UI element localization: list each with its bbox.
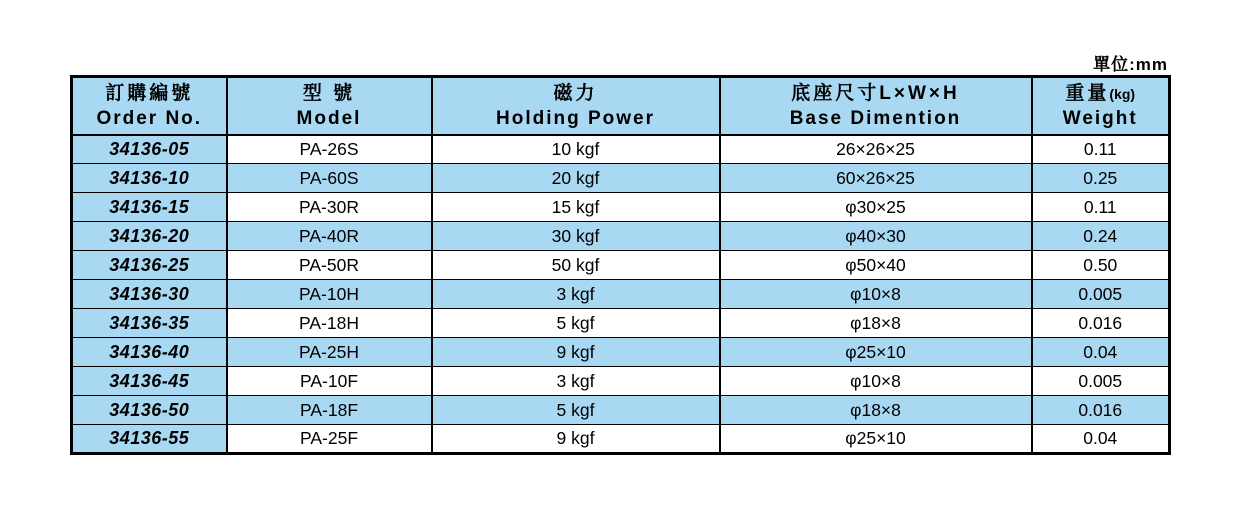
model-cell: PA-25F <box>227 425 432 454</box>
table-row <box>72 309 1170 338</box>
base-dimension-cell: φ18×8 <box>720 396 1032 425</box>
weight-cell: 0.50 <box>1032 251 1170 280</box>
holding-power-cell: 3 kgf <box>432 280 720 309</box>
table-row <box>72 164 1170 193</box>
base-dimension-cell: φ40×30 <box>720 222 1032 251</box>
holding-power-cell: 50 kgf <box>432 251 720 280</box>
header-zh-label: 重量(kg) <box>1065 82 1136 104</box>
column-header-order-no <box>72 77 227 135</box>
header-en-label: Base Dimention <box>789 107 962 129</box>
holding-power-cell: 3 kgf <box>432 367 720 396</box>
weight-cell: 0.25 <box>1032 164 1170 193</box>
order-no-cell: 34136-55 <box>72 425 227 454</box>
holding-power-cell: 15 kgf <box>432 193 720 222</box>
column-header-weight <box>1032 77 1170 135</box>
model-cell: PA-26S <box>227 135 432 164</box>
order-no-cell: 34136-50 <box>72 396 227 425</box>
holding-power-cell: 9 kgf <box>432 338 720 367</box>
base-dimension-cell: φ25×10 <box>720 425 1032 454</box>
model-cell: PA-30R <box>227 193 432 222</box>
holding-power-cell: 30 kgf <box>432 222 720 251</box>
base-dimension-cell: φ30×25 <box>720 193 1032 222</box>
header-zh-label: 底座尺寸L×W×H <box>791 82 960 104</box>
model-cell: PA-60S <box>227 164 432 193</box>
header-row <box>72 77 1170 135</box>
header-en-label: Holding Power <box>496 107 655 129</box>
model-cell: PA-10F <box>227 367 432 396</box>
order-no-cell: 34136-10 <box>72 164 227 193</box>
base-dimension-cell: φ25×10 <box>720 338 1032 367</box>
weight-cell: 0.016 <box>1032 396 1170 425</box>
holding-power-cell: 20 kgf <box>432 164 720 193</box>
weight-cell: 0.04 <box>1032 338 1170 367</box>
order-no-cell: 34136-35 <box>72 309 227 338</box>
weight-cell: 0.11 <box>1032 135 1170 164</box>
table-row <box>72 135 1170 164</box>
unit-label: 單位:mm <box>1093 55 1168 74</box>
column-header-model <box>227 77 432 135</box>
weight-cell: 0.11 <box>1032 193 1170 222</box>
header-en-label: Order No. <box>96 107 203 129</box>
header-zh-label: 磁力 <box>553 82 598 104</box>
order-no-cell: 34136-25 <box>72 251 227 280</box>
holding-power-cell: 9 kgf <box>432 425 720 454</box>
header-zh-label: 訂購編號 <box>105 82 194 104</box>
base-dimension-cell: φ10×8 <box>720 280 1032 309</box>
table-row <box>72 367 1170 396</box>
order-no-cell: 34136-20 <box>72 222 227 251</box>
table-row <box>72 222 1170 251</box>
order-no-cell: 34136-30 <box>72 280 227 309</box>
model-cell: PA-50R <box>227 251 432 280</box>
model-cell: PA-40R <box>227 222 432 251</box>
header-en-label: Weight <box>1062 107 1138 129</box>
weight-cell: 0.04 <box>1032 425 1170 454</box>
header-zh-label: 型 號 <box>302 82 356 104</box>
table-row <box>72 425 1170 454</box>
model-cell: PA-25H <box>227 338 432 367</box>
weight-cell: 0.005 <box>1032 280 1170 309</box>
table-row <box>72 280 1170 309</box>
product-spec-table <box>70 75 1171 455</box>
base-dimension-cell: 60×26×25 <box>720 164 1032 193</box>
order-no-cell: 34136-40 <box>72 338 227 367</box>
table-row <box>72 338 1170 367</box>
model-cell: PA-10H <box>227 280 432 309</box>
holding-power-cell: 10 kgf <box>432 135 720 164</box>
base-dimension-cell: 26×26×25 <box>720 135 1032 164</box>
holding-power-cell: 5 kgf <box>432 309 720 338</box>
column-header-holding-power <box>432 77 720 135</box>
order-no-cell: 34136-15 <box>72 193 227 222</box>
weight-cell: 0.016 <box>1032 309 1170 338</box>
column-header-base-dimension <box>720 77 1032 135</box>
order-no-cell: 34136-45 <box>72 367 227 396</box>
weight-cell: 0.005 <box>1032 367 1170 396</box>
table-row <box>72 193 1170 222</box>
base-dimension-cell: φ50×40 <box>720 251 1032 280</box>
base-dimension-cell: φ18×8 <box>720 309 1032 338</box>
model-cell: PA-18F <box>227 396 432 425</box>
table-row <box>72 396 1170 425</box>
base-dimension-cell: φ10×8 <box>720 367 1032 396</box>
table-row <box>72 251 1170 280</box>
weight-cell: 0.24 <box>1032 222 1170 251</box>
model-cell: PA-18H <box>227 309 432 338</box>
order-no-cell: 34136-05 <box>72 135 227 164</box>
header-en-label: Model <box>296 107 362 129</box>
holding-power-cell: 5 kgf <box>432 396 720 425</box>
header-unit-suffix: (kg) <box>1109 85 1136 102</box>
